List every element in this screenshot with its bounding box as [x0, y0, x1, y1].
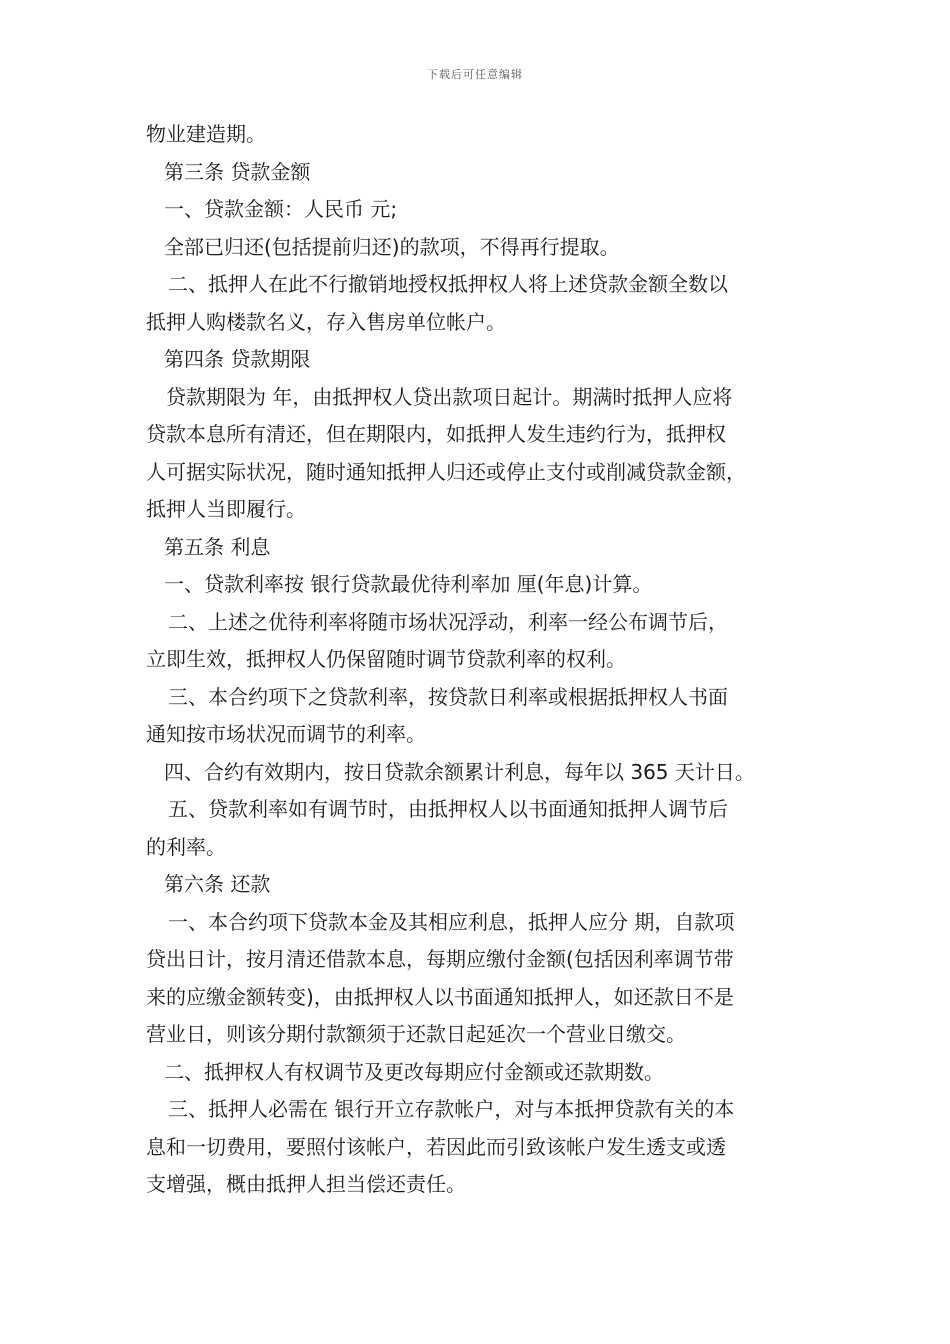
text-line: 一、贷款金额：人民币 元; — [164, 197, 398, 221]
text-line: 二、抵押人在此不行撤销地授权抵押权人将上述贷款金额全数以 — [168, 272, 728, 296]
text-line: 五、贷款利率如有调节时，由抵押权人以书面通知抵押人调节后 — [168, 797, 728, 821]
text-line: 第五条 利息 — [164, 534, 271, 559]
text-line: 物业建造期。 — [146, 122, 266, 146]
text-line: 营业日，则该分期付款额须于还款日起延次一个营业日缴交。 — [146, 1022, 686, 1046]
document-body — [146, 116, 826, 1204]
text-line: 三、抵押人必需在 银行开立存款帐户，对与本抵押贷款有关的本 — [168, 1097, 735, 1121]
text-line: 抵押人购楼款名义，存入售房单位帐户。 — [146, 309, 506, 334]
text-line: 贷出日计，按月清还借款本息，每期应缴付金额(包括因利率调节带 — [146, 947, 734, 971]
text-line: 二、抵押权人有权调节及更改每期应付金额或还款期数。 — [164, 1059, 664, 1084]
text-line: 一、贷款利率按 银行贷款最优待利率加 厘(年息)计算。 — [164, 572, 653, 596]
text-line: 贷款本息所有清还，但在期限内，如抵押人发生违约行为，抵押权 — [146, 422, 726, 446]
text-line: 贷款期限为 年，由抵押权人贷出款项日起计。期满时抵押人应将 — [166, 384, 733, 409]
text-line: 息和一切费用，要照付该帐户，若因此而引致该帐户发生透支或透 — [146, 1134, 726, 1159]
text-line: 四、合约有效期内，按日贷款余额累计利息，每年以 365 天计日。 — [164, 759, 755, 784]
text-line: 通知按市场状况而调节的利率。 — [146, 722, 426, 746]
text-line: 全部已归还(包括提前归还)的款项，不得再行提取。 — [164, 234, 620, 259]
text-line: 二、上述之优待利率将随市场状况浮动，利率一经公布调节后， — [168, 609, 728, 634]
text-line: 第三条 贷款金额 — [164, 159, 311, 184]
text-line: 第六条 还款 — [164, 872, 271, 896]
text-line: 的利率。 — [146, 834, 226, 859]
text-line: 三、本合约项下之贷款利率，按贷款日利率或根据抵押权人书面 — [168, 684, 728, 709]
page-header: 下载后可任意编辑 — [427, 68, 523, 81]
text-line: 抵押人当即履行。 — [146, 497, 306, 521]
text-line: 来的应缴金额转变)，由抵押权人以书面通知抵押人，如还款日不是 — [146, 984, 734, 1009]
text-line: 立即生效，抵押权人仍保留随时调节贷款利率的权利。 — [146, 647, 626, 671]
text-line: 第四条 贷款期限 — [164, 347, 311, 371]
text-line: 一、本合约项下贷款本金及其相应利息，抵押人应分 期，自款项 — [168, 909, 735, 934]
text-line: 人可据实际状况，随时通知抵押人归还或停止支付或削减贷款金额， — [146, 459, 746, 484]
text-line: 支增强，概由抵押人担当偿还责任。 — [146, 1172, 466, 1196]
